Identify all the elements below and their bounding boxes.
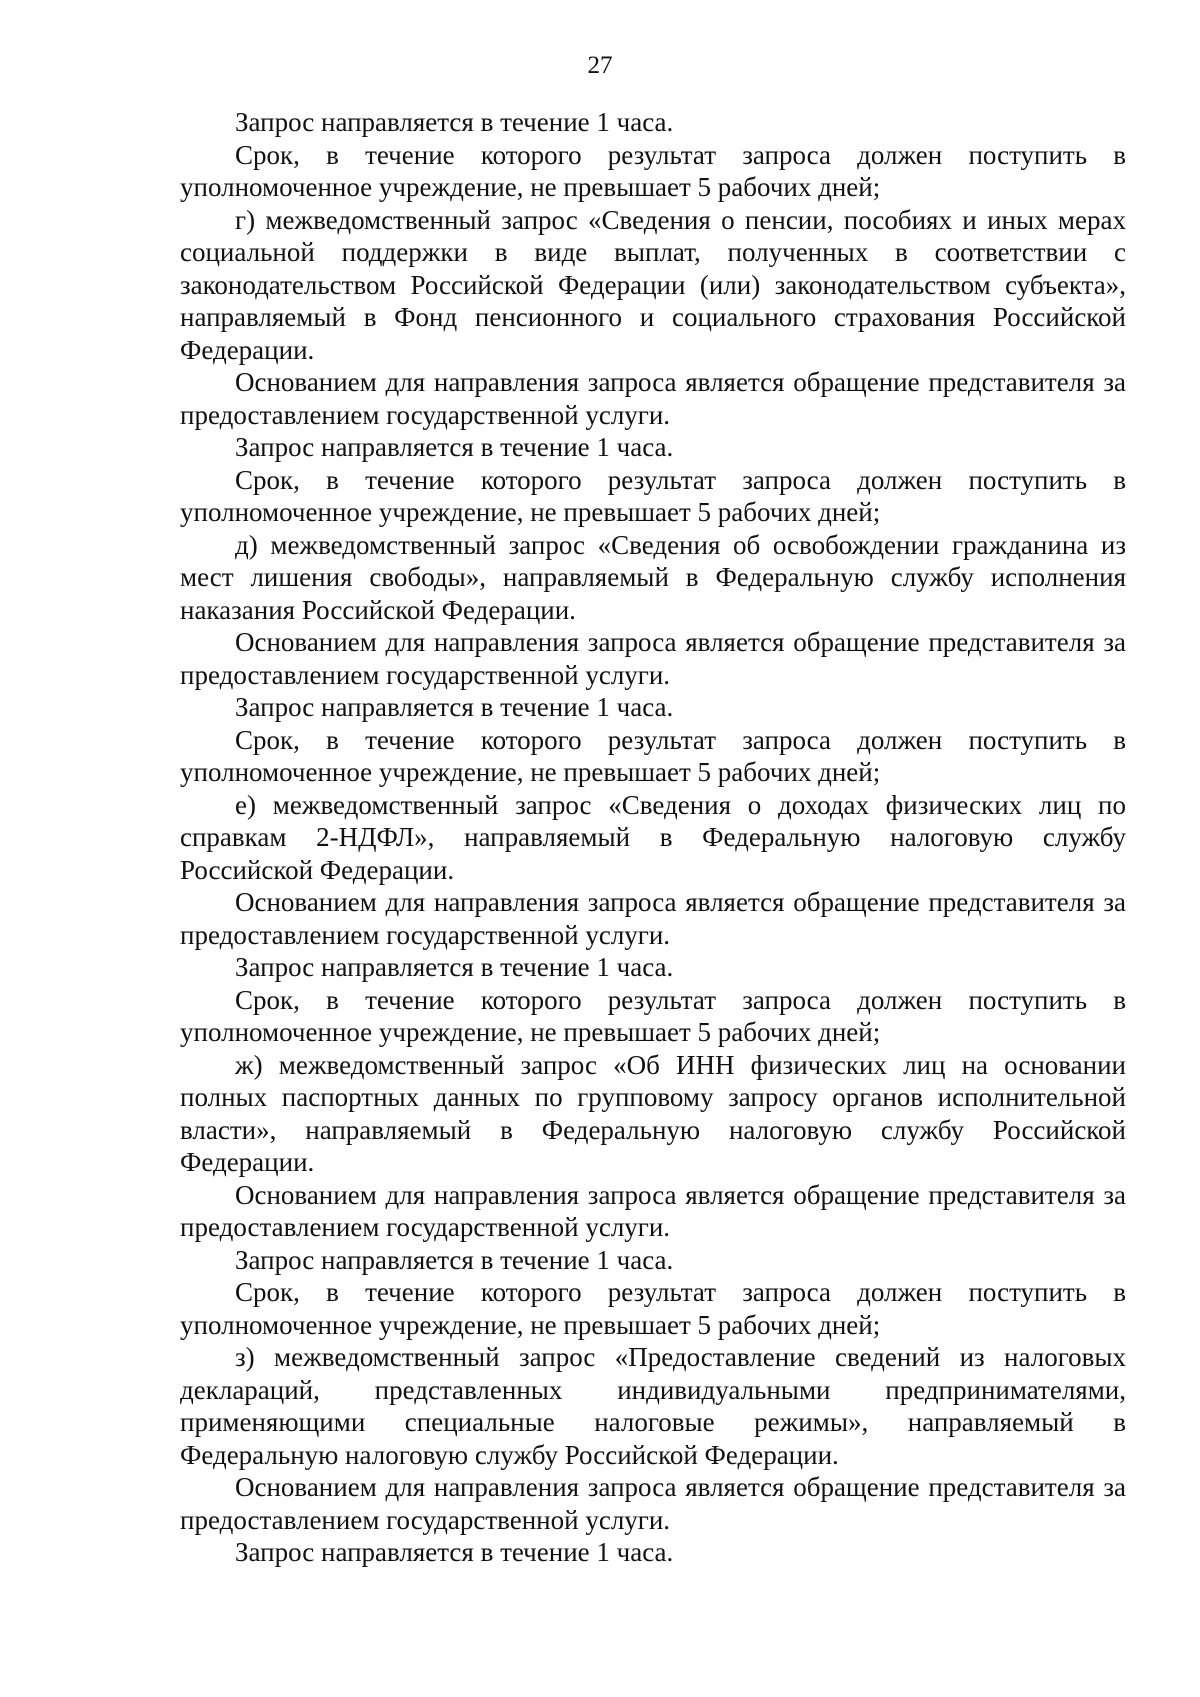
paragraph: Срок, в течение которого результат запроса должен поступить в уполномоченное учреждение, не превышает 5 рабочих дней; <box>180 464 1126 527</box>
paragraph: Запрос направляется в течение 1 часа. <box>235 952 674 982</box>
paragraph: Основанием для направления запроса является обращение представителя за предоставлением государственной услуги. <box>180 887 1126 950</box>
paragraph: Срок, в течение которого результат запроса должен поступить в уполномоченное учреждение, не превышает 5 рабочих дней; <box>180 1277 1126 1340</box>
page-number: 27 <box>587 52 613 79</box>
document-body <box>180 106 1126 1569</box>
paragraph: Запрос направляется в течение 1 часа. <box>235 1244 674 1275</box>
paragraph: е) межведомственный запрос «Сведения о доходах физических лиц по справкам 2-НДФЛ», направляемый в Федеральную налоговую службу Российской Федерации. <box>180 789 1126 885</box>
paragraph: Основанием для направления запроса является обращение представителя за предоставлением государственной услуги. <box>180 1179 1126 1242</box>
paragraph: Запрос направляется в течение 1 часа. <box>235 692 674 722</box>
paragraph: Основанием для направления запроса является обращение представителя за предоставлением государственной услуги. <box>180 1472 1126 1535</box>
paragraph: г) межведомственный запрос «Сведения о пенсии, пособиях и иных мерах социальной поддержки в виде выплат, полученных в соответствии с законодательством Российской Федерации (или) законодательством субъекта», направляемый в Фонд пенсионного и социального страхования Российской Федерации. <box>180 204 1126 365</box>
paragraph: Срок, в течение которого результат запроса должен поступить в уполномоченное учреждение, не превышает 5 рабочих дней; <box>180 139 1126 202</box>
paragraph: з) межведомственный запрос «Предоставление сведений из налоговых деклараций, представленных индивидуальными предпринимателями, применяющими специальные налоговые режимы», направляемый в Федеральную налоговую службу Российской Федерации. <box>180 1342 1126 1470</box>
paragraph: Запрос направляется в течение 1 часа. <box>235 1537 674 1567</box>
paragraph: Основанием для направления запроса является обращение представителя за предоставлением государственной услуги. <box>180 627 1126 690</box>
paragraph: Срок, в течение которого результат запроса должен поступить в уполномоченное учреждение, не превышает 5 рабочих дней; <box>180 724 1126 787</box>
paragraph: Запрос направляется в течение 1 часа. <box>235 432 674 462</box>
paragraph: ж) межведомственный запрос «Об ИНН физических лиц на основании полных паспортных данных по групповому запросу органов исполнительной власти», направляемый в Федеральную налоговую службу Российской Федерации. <box>180 1049 1126 1177</box>
paragraph: Основанием для направления запроса является обращение представителя за предоставлением государственной услуги. <box>180 367 1126 430</box>
paragraph: Запрос направляется в течение 1 часа. <box>235 107 674 137</box>
paragraph: Срок, в течение которого результат запроса должен поступить в уполномоченное учреждение, не превышает 5 рабочих дней; <box>180 984 1126 1047</box>
paragraph: д) межведомственный запрос «Сведения об освобождении гражданина из мест лишения свободы», направляемый в Федеральную службу исполнения наказания Российской Федерации. <box>180 529 1126 625</box>
